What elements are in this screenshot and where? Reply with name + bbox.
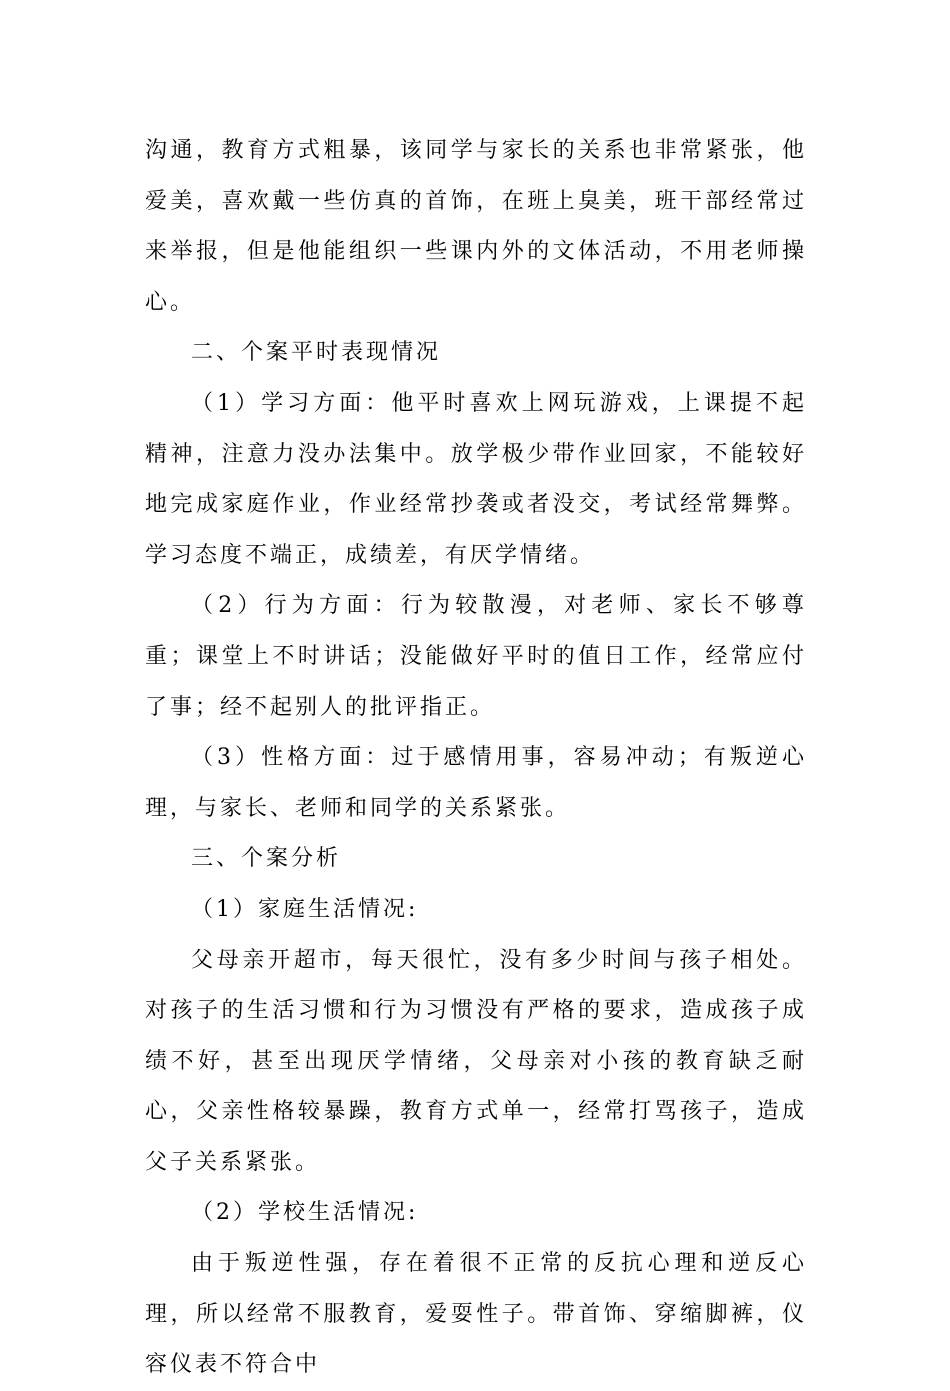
paragraph-personality: （3）性格方面：过于感情用事，容易冲动；有叛逆心理，与家长、老师和同学的关系紧张。 [145,745,807,821]
paragraph-behavior: （2）行为方面：行为较散漫，对老师、家长不够尊重；课堂上不时讲话；没能做好平时的值日工作，经常应付了事；经不起别人的批评指正。 [145,593,807,720]
paragraph-family: 父母亲开超市，每天很忙，没有多少时间与孩子相处。对孩子的生活习惯和行为习惯没有严格的要求，造成孩子成绩不好，甚至出现厌学情绪，父母亲对小孩的教育缺乏耐心，父亲性格较暴躁，教育方式单一，经常打骂孩子，造成父子关系紧张。 [145,947,807,1175]
subheading-school: （2）学校生活情况: [191,1200,419,1226]
paragraph-continuation: 沟通，教育方式粗暴，该同学与家长的关系也非常紧张，他爱美，喜欢戴一些仿真的首饰，在班上臭美，班干部经常过来举报，但是他能组织一些课内外的文体活动，不用老师操心。 [145,138,807,315]
paragraph-school: 由于叛逆性强，存在着很不正常的反抗心理和逆反心理，所以经常不服教育，爱耍性子。带首饰、穿缩脚裤，仪容仪表不符合中 [145,1251,807,1378]
section-heading-3: 三、个案分析 [191,846,342,872]
document-body [145,126,807,1391]
subheading-family: （1）家庭生活情况: [191,896,419,922]
section-heading-2: 二、个案平时表现情况 [191,340,442,366]
paragraph-study: （1）学习方面：他平时喜欢上网玩游戏，上课提不起精神，注意力没办法集中。放学极少带作业回家，不能较好地完成家庭作业，作业经常抄袭或者没交，考试经常舞弊。学习态度不端正，成绩差，有厌学情绪。 [145,390,807,568]
